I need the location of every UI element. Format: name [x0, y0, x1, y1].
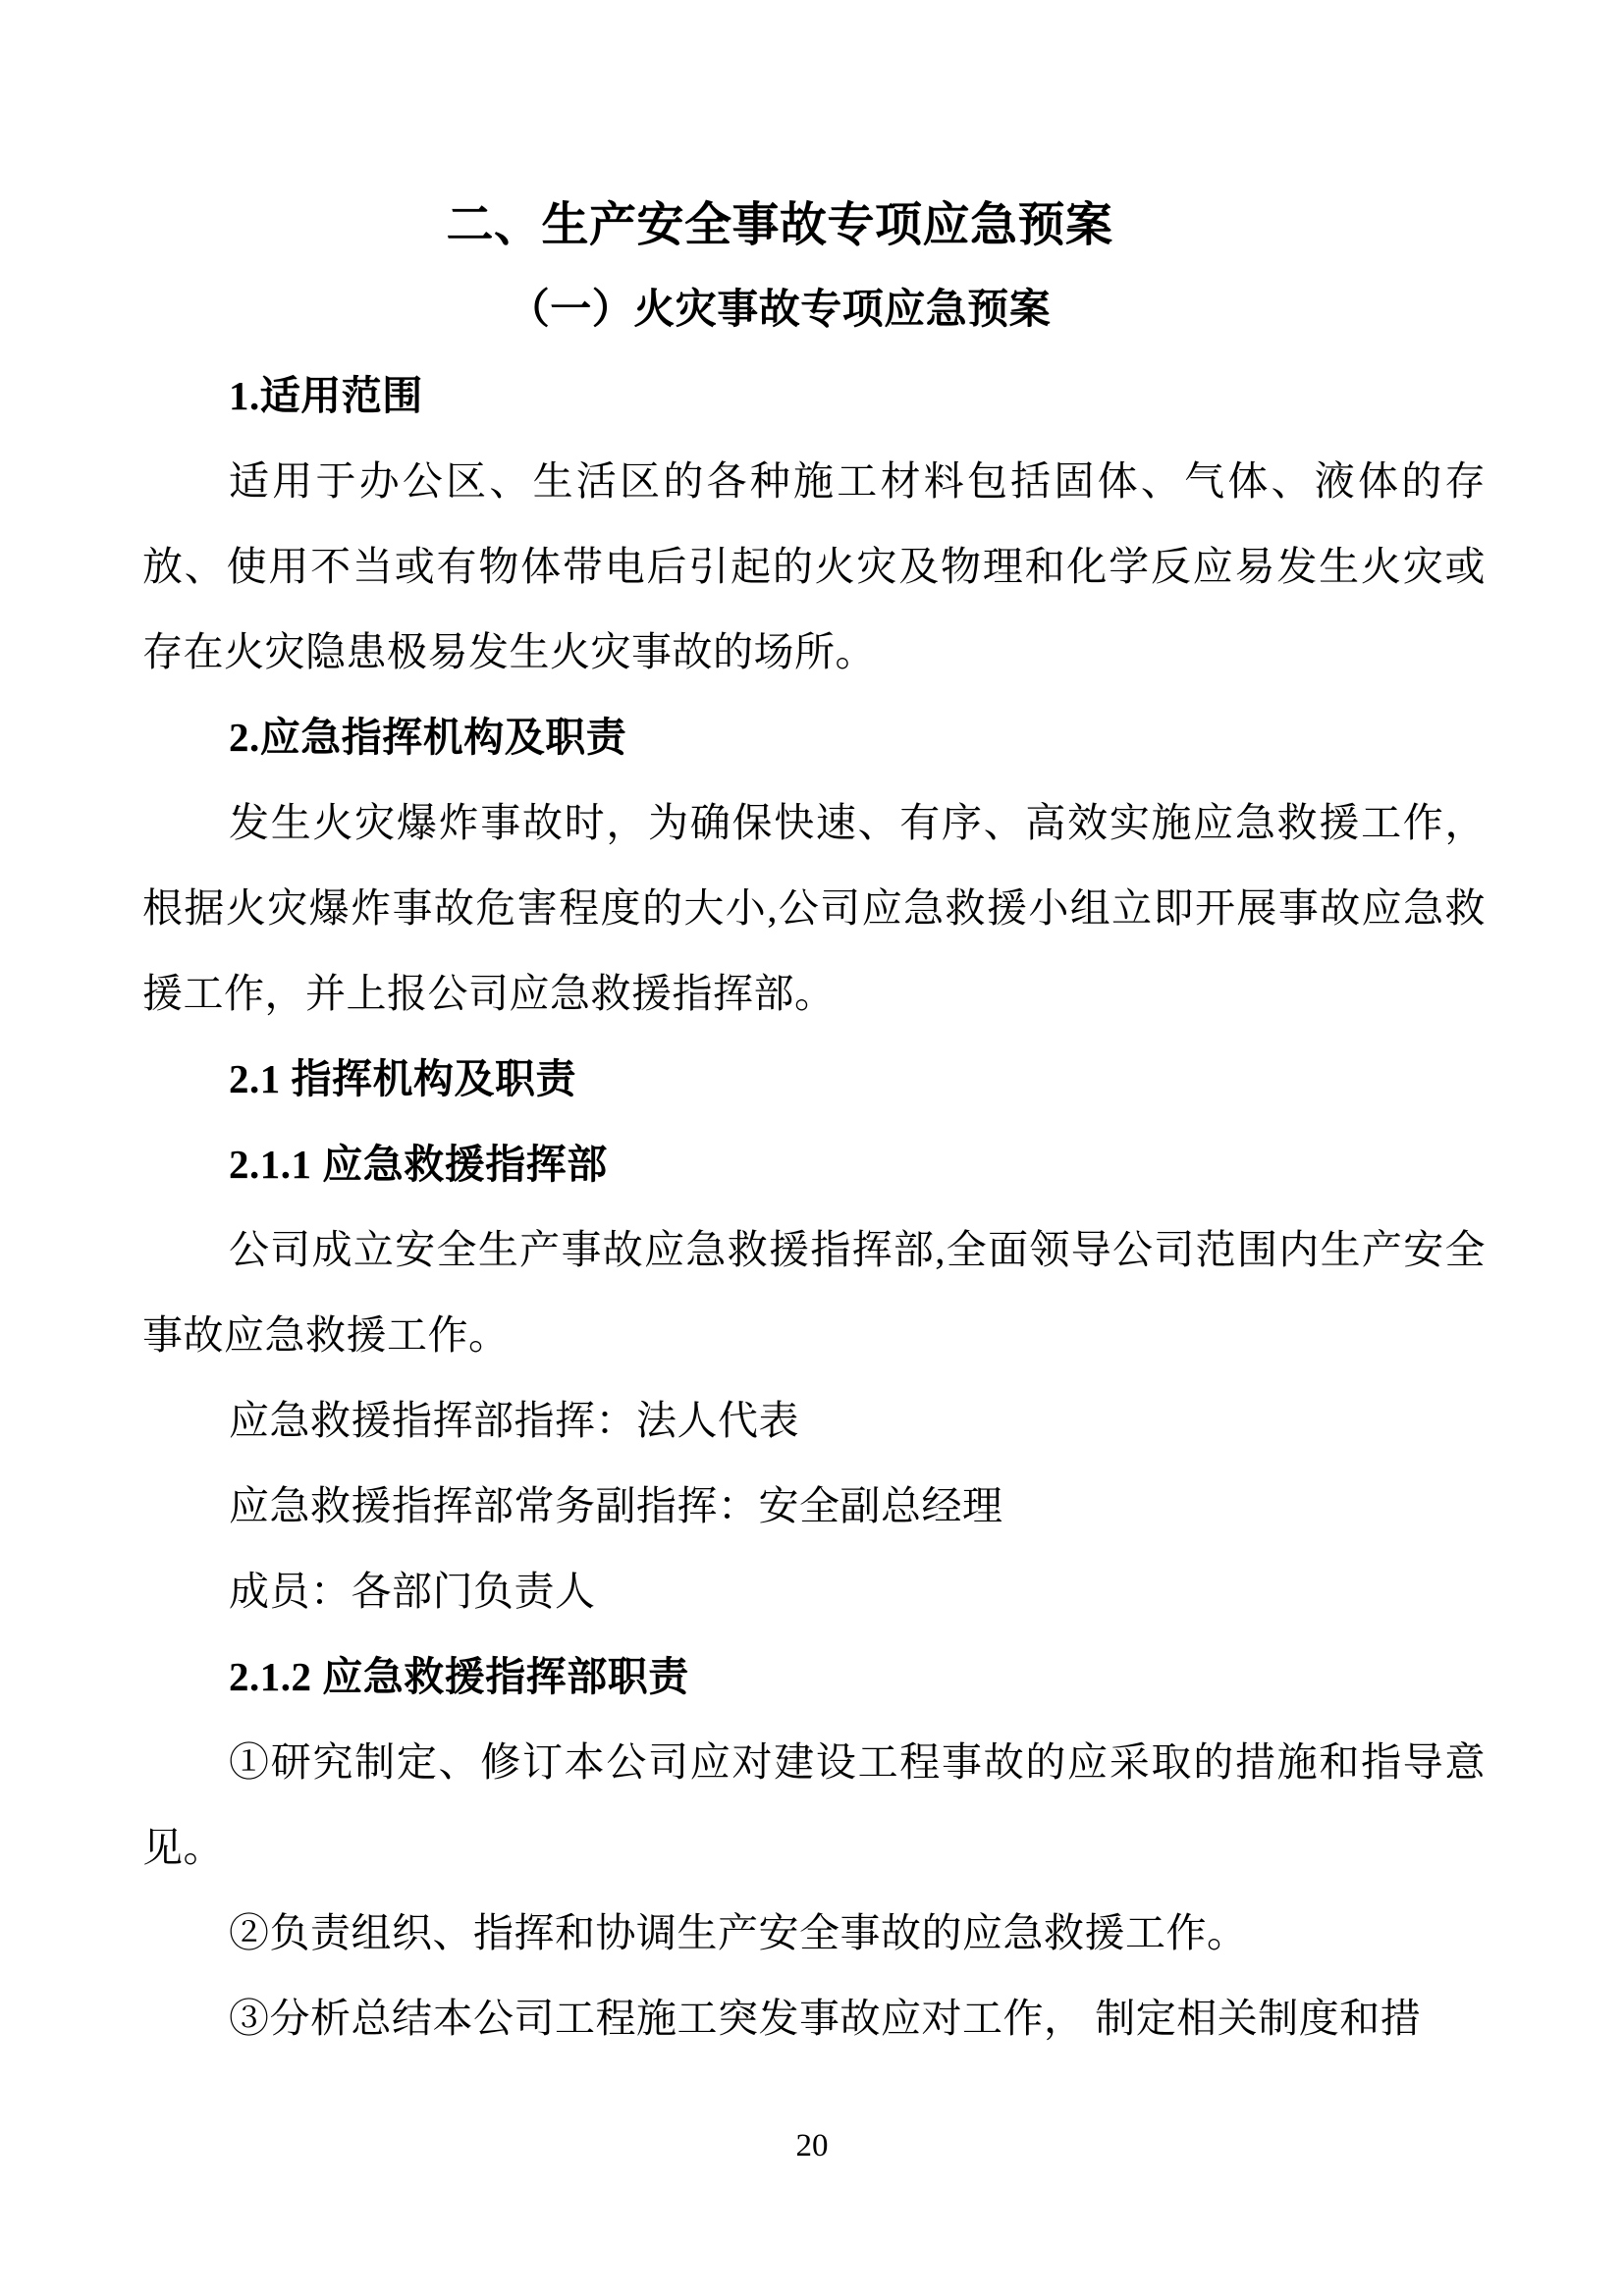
- section-heading-scope: 1.适用范围: [229, 373, 423, 418]
- line-members: 成员：各部门负责人: [229, 1569, 596, 1614]
- paragraph-scope: 适用于办公区、生活区的各种施工材料包括固体、气体、液体的存放、使用不当或有物体带电后引起的火灾及物理和化学反应易发生火灾或存在火灾隐患极易发生火灾事故的场所。: [142, 458, 1486, 674]
- section-heading-2-1: 2.1 指挥机构及职责: [229, 1056, 576, 1101]
- paragraph-duty-1: ①研究制定、修订本公司应对建设工程事故的应采取的措施和指导意见。: [142, 1739, 1486, 1870]
- page-number: 20: [795, 2128, 829, 2163]
- paragraph-command-structure: 发生火灾爆炸事故时，为确保快速、有序、高效实施应急救援工作，根据火灾爆炸事故危害程度的大小,公司应急救援小组立即开展事故应急救援工作，并上报公司应急救援指挥部。: [142, 800, 1486, 1016]
- paragraph-rescue-hq: 公司成立安全生产事故应急救援指挥部,全面领导公司范围内生产安全事故应急救援工作。: [142, 1227, 1486, 1358]
- doc-title: 二、生产安全事故专项应急预案: [446, 199, 1113, 251]
- document-body: [142, 183, 1486, 2061]
- section-heading-2-1-1: 2.1.1 应急救援指挥部: [229, 1142, 608, 1187]
- paragraph-duty-3: ③分析总结本公司工程施工突发事故应对工作， 制定相关制度和措: [229, 1996, 1422, 2041]
- line-commander: 应急救援指挥部指挥：法人代表: [229, 1398, 799, 1443]
- section-heading-command-structure: 2.应急指挥机构及职责: [229, 715, 627, 760]
- doc-subtitle: （一）火灾事故专项应急预案: [508, 288, 1052, 333]
- section-heading-2-1-2: 2.1.2 应急救援指挥部职责: [229, 1654, 689, 1699]
- paragraph-duty-2: ②负责组织、指挥和协调生产安全事故的应急救援工作。: [229, 1910, 1248, 1955]
- line-deputy-commander: 应急救援指挥部常务副指挥：安全副总经理: [229, 1483, 1003, 1528]
